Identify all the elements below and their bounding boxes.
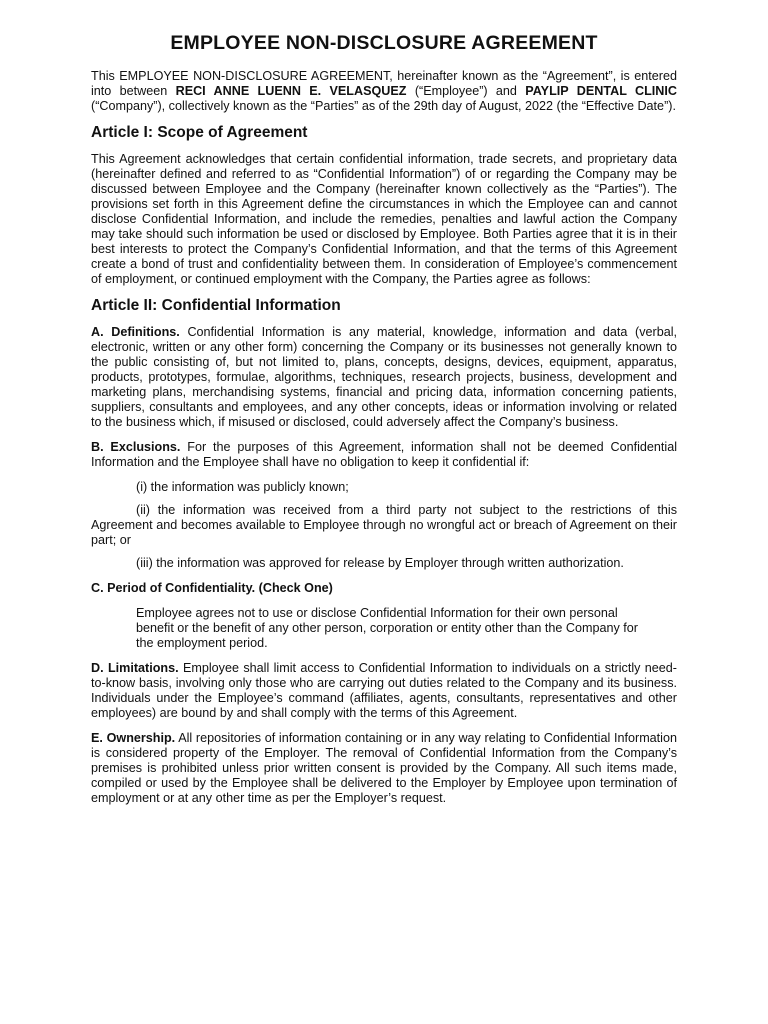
limitations-label: D. Limitations. — [91, 661, 179, 675]
article-1-body: This Agreement acknowledges that certain confidential information, trade secrets, and proprietary data (hereinafter defined and referred to as “Confidential Information”) of or regarding the Company may be discussed between Employee and the Company (hereinafter known collectively as the “Parties”). The provisions set forth in this Agreement define the circumstances in which the Employee can and cannot disclose Confidential Information, and include the remedies, penalties and lawful action the Company may take should such information be used or disclosed by Employee. Both Parties agree that it is in their best interests to protect the Company’s Confidential Information, and that the terms of this Agreement create a bond of trust and confidentiality between them. In consideration of Employee’s commencement of employment, or continued employment with the Company, the Parties agree as follows: — [91, 152, 677, 286]
exclusions-text: For the purposes of this Agreement, information shall not be deemed Confidential Information and the Employee shall have no obligation to keep it confidential if: — [91, 440, 677, 469]
exclusions-paragraph — [91, 440, 677, 470]
intro-text-1: This EMPLOYEE NON-DISCLOSURE AGREEMENT, hereinafter known as the “Agreement”, is entered into between — [91, 69, 677, 98]
period-of-confidentiality-heading: C. Period of Confidentiality. (Check One) — [91, 581, 333, 595]
ownership-paragraph — [91, 731, 677, 806]
article-1-heading: Article I: Scope of Agreement — [91, 124, 308, 141]
intro-text-3: (“Company”), collectively known as the “Parties” as of the 29th day of August, 2022 (the “Effective Date”). — [91, 99, 676, 113]
period-of-confidentiality-text: Employee agrees not to use or disclose Confidential Information for their own personal benefit or the benefit of any other person, corporation or entity other than the Company for the employment period. — [136, 606, 638, 650]
exclusions-label: B. Exclusions. — [91, 440, 181, 454]
limitations-text: Employee shall limit access to Confidential Information to individuals on a strictly need-to-know basis, involving only those who are carrying out duties related to the Company and its business. Individuals under the Employee’s command (affiliates, agents, consultants, representatives and other employees) are bound by and shall comply with the terms of this Agreement. — [91, 661, 677, 720]
company-name: PAYLIP DENTAL CLINIC — [525, 84, 677, 98]
ownership-text: All repositories of information containing or in any way relating to Confidential Information is considered property of the Employer. The removal of Confidential Information from the Company’s premises is prohibited unless prior written consent is provided by the Company. All such items made, compiled or used by the Employee shall be delivered to the Employer by Employee upon termination of employment or at any other time as per the Employer’s request. — [91, 731, 677, 805]
definitions-paragraph — [91, 325, 677, 430]
exclusions-list — [91, 480, 677, 571]
intro-text-2: (“Employee”) and — [406, 84, 526, 98]
definitions-label: A. Definitions. — [91, 325, 180, 339]
exclusion-item: (i) the information was publicly known; — [136, 480, 349, 494]
definitions-text: Confidential Information is any material, knowledge, information and data (verbal, electronic, written or any other form) concerning the Company or its businesses not generally known to the public consisting of, but not limited to, plans, concepts, designs, devices, equipment, apparatus, products, prototypes, formulae, algorithms, techniques, research projects, business, development and marketing plans, merchandising systems, financial and pricing data, information concerning patients, suppliers, consultants and employees, and any other concepts, ideas or information involving or related to the business which, if misused or disclosed, could adversely affect the Company’s business. — [91, 325, 677, 429]
limitations-paragraph — [91, 661, 677, 721]
employee-name: RECI ANNE LUENN E. VELASQUEZ — [175, 84, 407, 98]
ownership-label: E. Ownership. — [91, 731, 176, 745]
article-2-heading: Article II: Confidential Information — [91, 297, 341, 314]
document-title: EMPLOYEE NON-DISCLOSURE AGREEMENT — [170, 32, 598, 54]
exclusion-item: (iii) the information was approved for release by Employer through written authorization. — [136, 556, 624, 570]
exclusion-item: (ii) the information was received from a third party not subject to the restrictions of this Agreement and becomes available to Employee through no wrongful act or breach of Agreement on their part; or — [91, 503, 677, 547]
intro-paragraph — [91, 69, 677, 114]
